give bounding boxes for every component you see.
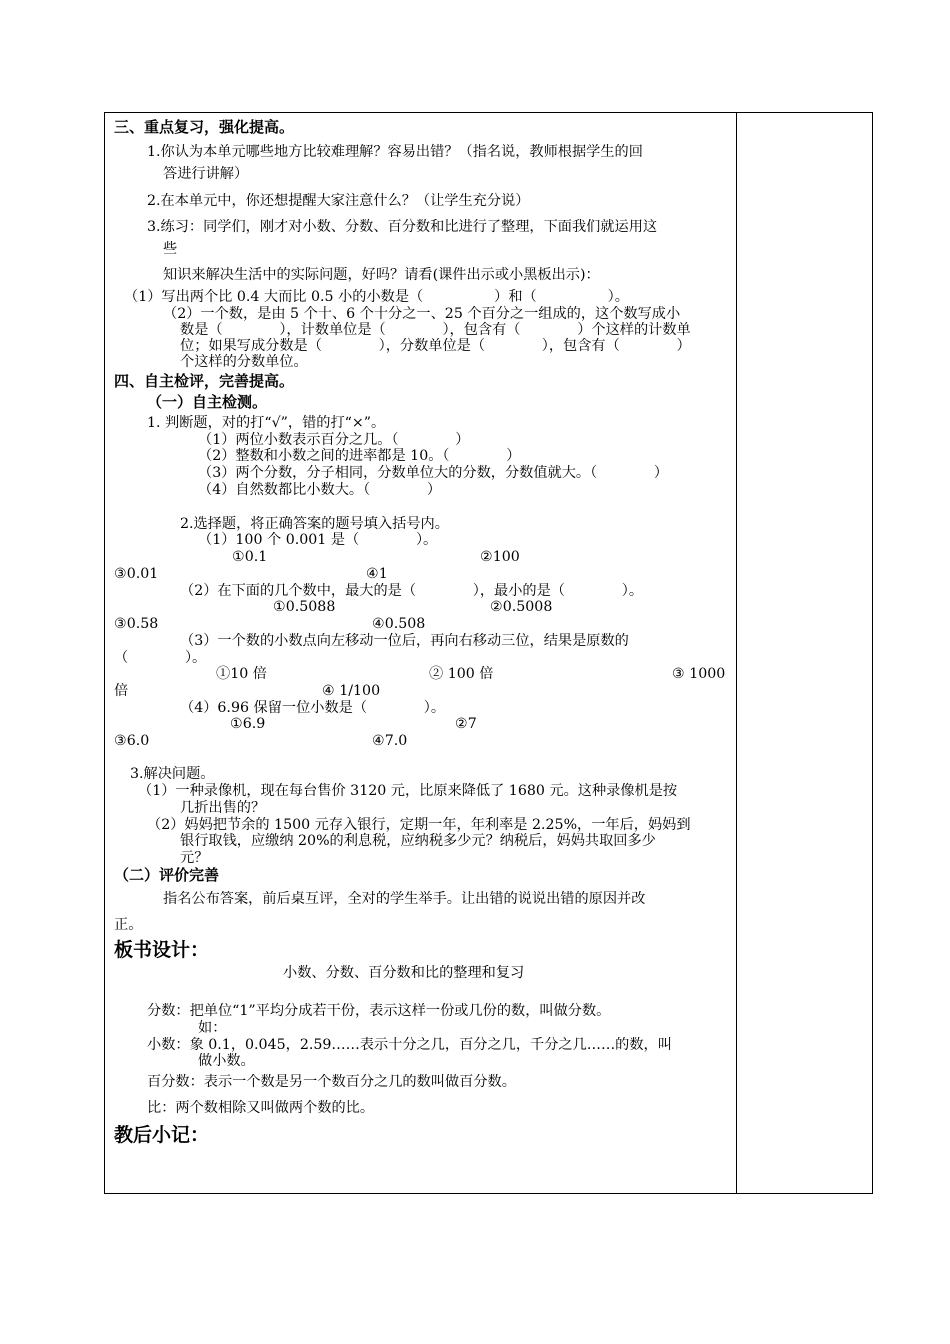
choice-q2: （2）在下面的几个数中，最大的是（ ），最小的是（ ）。	[180, 583, 644, 599]
choice-q1-option-4: ④1	[366, 566, 388, 582]
question-3-line-1: 3.练习：同学们，刚才对小数、分数、百分数和比进行了整理，下面我们就运用这	[147, 219, 658, 235]
subsection-evaluation: （二）评价完善	[114, 866, 220, 884]
choice-q1-option-2: ②100	[480, 549, 520, 565]
board-heading: 小数、分数、百分数和比的整理和复习	[283, 965, 525, 981]
choice-q4: （4）6.96 保留一位小数是（ ）。	[180, 700, 446, 716]
board-ratio: 比：两个数相除又叫做两个数的比。	[147, 1100, 375, 1116]
board-decimal-line-1: 小数：象 0.1，0.045，2.59……表示十分之几，百分之几，千分之几……的数，叫	[147, 1037, 672, 1053]
choice-q2-option-3: ③0.58	[114, 616, 159, 632]
evaluation-line-2: 正。	[114, 917, 143, 933]
question-3-line-2: 些	[163, 241, 178, 257]
true-false-item-1: （1）两位小数表示百分之几。（ ）	[198, 432, 470, 448]
choice-q3-option-3-suffix: 倍	[114, 683, 129, 699]
choice-q1: （1）100 个 0.001 是（ ）。	[198, 532, 438, 548]
true-false-item-4: （4）自然数都比小数大。（ ）	[198, 482, 442, 498]
choice-q4-option-4: ④7.0	[372, 733, 408, 749]
question-3-line-3: 知识来解决生活中的实际问题，好吗？请看(课件出示或小黑板出示)：	[163, 267, 600, 283]
practice-2-line-2: 数是（ ），计数单位是（ ），包含有（ ）个这样的计数单	[180, 322, 691, 338]
choice-q4-option-1: ①6.9	[230, 716, 266, 732]
table-column-divider	[736, 112, 737, 1194]
choice-q3-option-1: ①10 倍	[216, 666, 267, 682]
practice-2-line-4: 个这样的分数单位。	[180, 354, 308, 370]
question-1-line-1: 1.你认为本单元哪些地方比较难理解？容易出错？（指名说，教师根据学生的回	[147, 144, 643, 160]
choice-q2-option-2: ②0.5008	[490, 599, 553, 615]
choice-q1-option-3: ③0.01	[114, 566, 159, 582]
section-3-title: 三、重点复习，强化提高。	[114, 118, 295, 136]
true-false-title: 1. 判断题，对的打“√”，错的打“×”。	[147, 415, 386, 431]
true-false-item-2: （2）整数和小数之间的进率都是 10。（ ）	[198, 448, 521, 464]
practice-2-line-1: （2）一个数，是由 5 个十、6 个十分之一、25 个百分之一组成的，这个数写成小	[163, 306, 681, 322]
board-percent: 百分数：表示一个数是另一个数百分之几的数叫做百分数。	[147, 1074, 516, 1090]
choice-q2-option-1: ①0.5088	[273, 599, 336, 615]
choice-q3-option-2: ② 100 倍	[429, 666, 494, 682]
choice-q4-option-3: ③6.0	[114, 733, 150, 749]
subsection-self-test: （一）自主检测。	[147, 393, 268, 411]
choice-q3-option-3: ③ 1000	[672, 666, 726, 682]
evaluation-line-1: 指名公布答案，前后桌互评，全对的学生举手。让出错的说说出错的原因并改	[163, 891, 646, 907]
choice-q2-option-4: ④0.508	[372, 616, 426, 632]
question-1-line-2: 答进行讲解）	[163, 166, 249, 182]
problem-solving-title: 3.解决问题。	[130, 766, 215, 782]
choice-q4-option-2: ②7	[455, 716, 477, 732]
choice-title: 2.选择题，将正确答案的题号填入括号内。	[180, 516, 449, 532]
practice-2-line-3: 位；如果写成分数是（ ），分数单位是（ ），包含有（ ）	[180, 338, 691, 354]
board-fraction-line-1: 分数：把单位“1”平均分成若干份，表示这样一份或几份的数，叫做分数。	[147, 1003, 611, 1019]
board-decimal-line-2: 做小数。	[198, 1053, 255, 1069]
problem-2-line-2: 银行取钱，应缴纳 20%的利息税，应纳税多少元？纳税后，妈妈共取回多少	[180, 833, 656, 849]
question-2: 2.在本单元中，你还想提醒大家注意什么？（让学生充分说）	[147, 193, 530, 209]
problem-2-line-3: 元？	[180, 850, 209, 866]
choice-q3-line-1: （3）一个数的小数点向左移动一位后，再向右移动三位，结果是原数的	[180, 633, 629, 649]
problem-1-line-2: 几折出售的？	[180, 800, 266, 816]
board-design-title: 板书设计：	[114, 939, 210, 961]
choice-q3-line-2: （ ）。	[114, 650, 207, 666]
choice-q1-option-1: ①0.1	[232, 549, 268, 565]
board-fraction-line-2: 如：	[198, 1020, 227, 1036]
choice-q3-option-4: ④ 1/100	[322, 683, 381, 699]
problem-2-line-1: （2）妈妈把节余的 1500 元存入银行，定期一年，年利率是 2.25%，一年后，妈妈到	[147, 817, 691, 833]
section-4-title: 四、自主检评，完善提高。	[114, 372, 295, 390]
post-lesson-notes-title: 教后小记：	[114, 1124, 210, 1146]
true-false-item-3: （3）两个分数，分子相同，分数单位大的分数，分数值就大。（ ）	[198, 465, 669, 481]
practice-1: （1）写出两个比 0.4 大而比 0.5 小的小数是（ ）和（ ）。	[124, 289, 629, 305]
problem-1-line-1: （1）一种录像机，现在每台售价 3120 元，比原来降低了 1680 元。这种录像机是按	[138, 783, 678, 799]
